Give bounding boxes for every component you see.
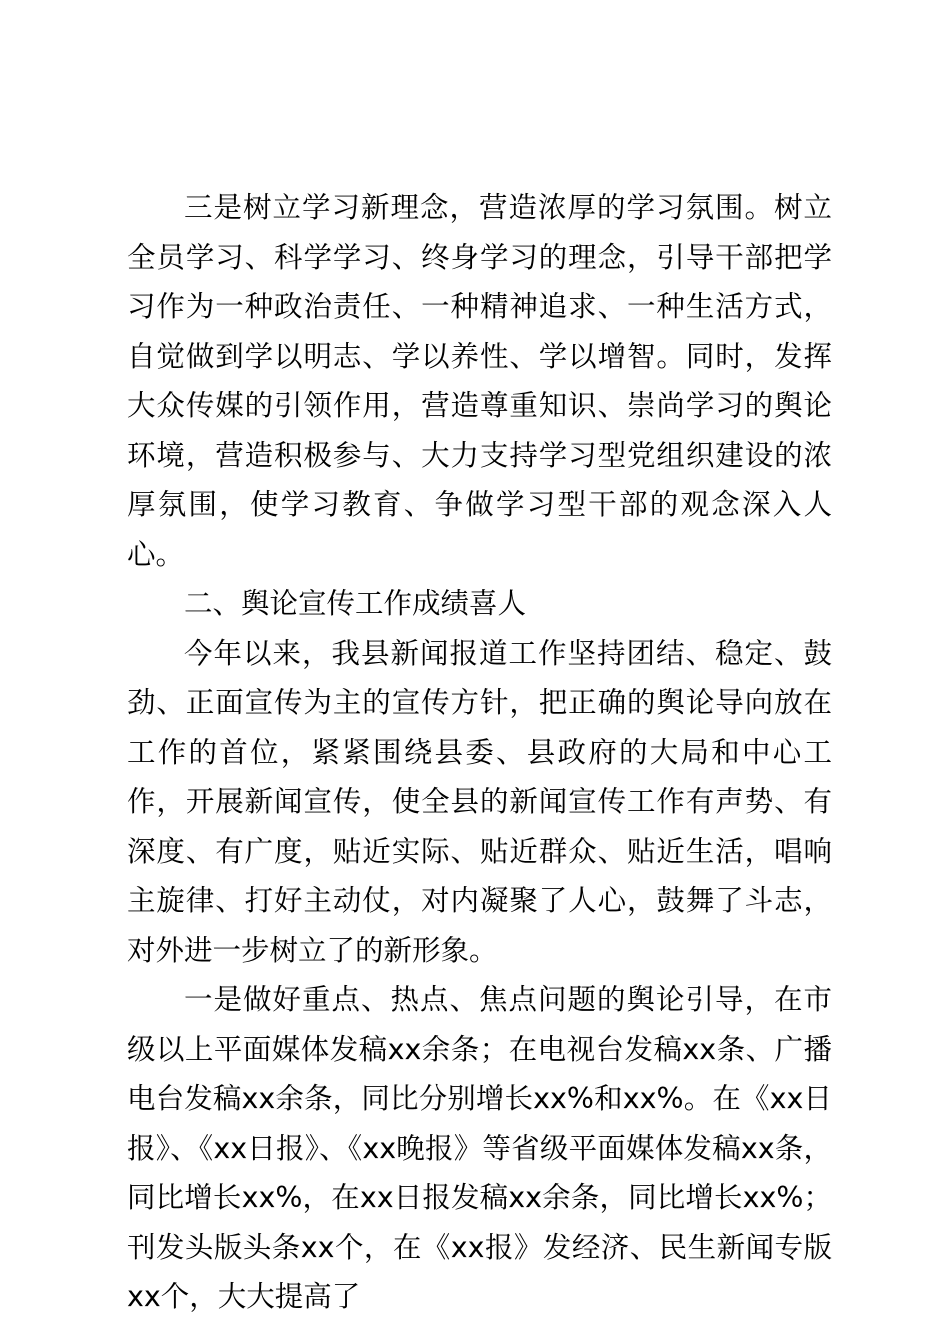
document-body [127,183,832,1322]
paragraph-learning-atmosphere: 三是树立学习新理念，营造浓厚的学习氛围。树立全员学习、科学学习、终身学习的理念，引导干部把学习作为一种政治责任、一种精神追求、一种生活方式，自觉做到学以明志、学以养性、学以增智。同时，发挥大众传媒的引领作用，营造尊重知识、崇尚学习的舆论环境，营造积极参与、大力支持学习型党组织建设的浓厚氛围，使学习教育、争做学习型干部的观念深入人心。 [127,191,832,571]
section-heading-publicity: 二、舆论宣传工作成绩喜人 [184,587,527,620]
paragraph-news-reporting: 今年以来，我县新闻报道工作坚持团结、稳定、鼓劲、正面宣传为主的宣传方针，把正确的舆论导向放在工作的首位，紧紧围绕县委、县政府的大局和中心工作，开展新闻宣传，使全县的新闻宣传工作有声势、有深度、有广度，贴近实际、贴近群众、贴近生活，唱响主旋律、打好主动仗，对内凝聚了人心，鼓舞了斗志，对外进一步树立了的新形象。 [127,636,832,967]
paragraph-media-statistics: 一是做好重点、热点、焦点问题的舆论引导，在市级以上平面媒体发稿xx余条；在电视台发稿xx条、广播电台发稿xx余条，同比分别增长xx%和xx%。在《xx日报》、《xx日报》、《xx晚报》等省级平面媒体发稿xx条，同比增长xx%，在xx日报发稿xx余条，同比增长xx%；刊发头版头条xx个，在《xx报》发经济、民生新闻专版xx个，大大提高了 [127,983,832,1313]
